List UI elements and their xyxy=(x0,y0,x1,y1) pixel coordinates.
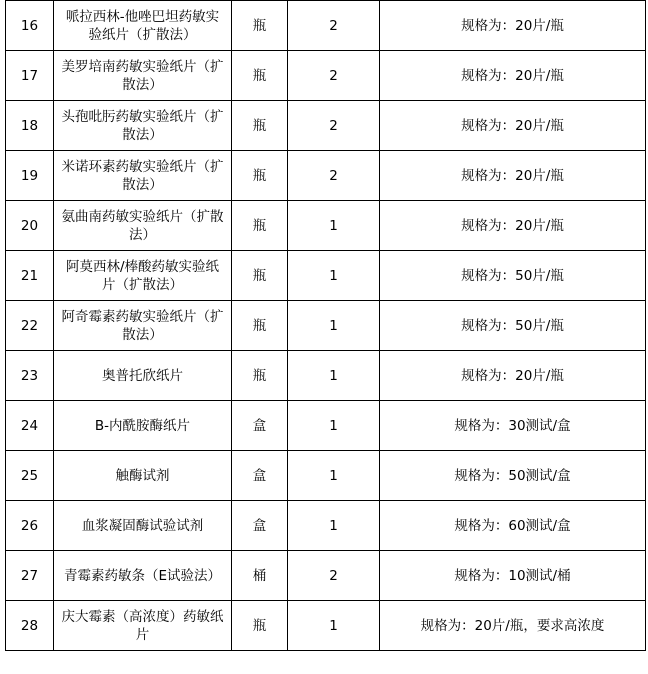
unit-cell: 瓶 xyxy=(232,351,288,401)
table-row xyxy=(6,251,646,301)
specification-cell: 规格为：60测试/盒 xyxy=(380,501,646,551)
item-name-cell xyxy=(54,551,232,601)
item-name-cell xyxy=(54,201,232,251)
row-number: 16 xyxy=(6,1,54,51)
item-name: B-内酰胺酶纸片 xyxy=(94,417,191,434)
row-number: 20 xyxy=(6,201,54,251)
item-name: 血浆凝固酶试验试剂 xyxy=(81,517,204,534)
item-name-cell xyxy=(54,101,232,151)
table-row xyxy=(6,551,646,601)
table-row xyxy=(6,51,646,101)
item-name-cell xyxy=(54,501,232,551)
table-row xyxy=(6,351,646,401)
row-number: 17 xyxy=(6,51,54,101)
row-number: 25 xyxy=(6,451,54,501)
item-name: 氨曲南药敏实验纸片（扩散法） xyxy=(61,208,224,243)
item-name-cell xyxy=(54,351,232,401)
table-row xyxy=(6,1,646,51)
item-name-cell xyxy=(54,451,232,501)
specification-cell: 规格为：50片/瓶 xyxy=(380,251,646,301)
row-number: 23 xyxy=(6,351,54,401)
row-number: 28 xyxy=(6,601,54,651)
quantity-cell: 1 xyxy=(288,251,380,301)
quantity-cell: 1 xyxy=(288,601,380,651)
item-name-cell xyxy=(54,1,232,51)
item-name: 哌拉西林-他唑巴坦药敏实验纸片（扩散法） xyxy=(65,8,220,43)
item-name: 庆大霉素（高浓度）药敏纸片 xyxy=(61,608,224,643)
unit-cell: 瓶 xyxy=(232,201,288,251)
row-number: 27 xyxy=(6,551,54,601)
unit-cell: 瓶 xyxy=(232,251,288,301)
quantity-cell: 1 xyxy=(288,451,380,501)
item-name-cell xyxy=(54,601,232,651)
table-row xyxy=(6,401,646,451)
specification-cell: 规格为：20片/瓶 xyxy=(380,101,646,151)
item-name-cell xyxy=(54,251,232,301)
specification-cell: 规格为：20片/瓶 xyxy=(380,201,646,251)
quantity-cell: 1 xyxy=(288,351,380,401)
table-row xyxy=(6,101,646,151)
specification-cell: 规格为：30测试/盒 xyxy=(380,401,646,451)
row-number: 26 xyxy=(6,501,54,551)
quantity-cell: 2 xyxy=(288,551,380,601)
quantity-cell: 1 xyxy=(288,301,380,351)
unit-cell: 盒 xyxy=(232,501,288,551)
item-name-cell xyxy=(54,401,232,451)
row-number: 19 xyxy=(6,151,54,201)
specification-cell: 规格为：20片/瓶 xyxy=(380,351,646,401)
item-name-cell xyxy=(54,301,232,351)
unit-cell: 瓶 xyxy=(232,1,288,51)
item-name-cell xyxy=(54,51,232,101)
row-number: 24 xyxy=(6,401,54,451)
specification-cell: 规格为：50片/瓶 xyxy=(380,301,646,351)
specification-cell: 规格为：20片/瓶，要求高浓度 xyxy=(380,601,646,651)
specification-cell: 规格为：20片/瓶 xyxy=(380,1,646,51)
unit-cell: 瓶 xyxy=(232,51,288,101)
specification-cell: 规格为：10测试/桶 xyxy=(380,551,646,601)
item-name: 米诺环素药敏实验纸片（扩散法） xyxy=(61,158,224,193)
item-name: 阿奇霉素药敏实验纸片（扩散法） xyxy=(61,308,224,343)
row-number: 18 xyxy=(6,101,54,151)
table-row xyxy=(6,201,646,251)
unit-cell: 瓶 xyxy=(232,601,288,651)
quantity-cell: 2 xyxy=(288,51,380,101)
reagent-table xyxy=(5,0,646,651)
specification-cell: 规格为：20片/瓶 xyxy=(380,151,646,201)
quantity-cell: 2 xyxy=(288,151,380,201)
quantity-cell: 1 xyxy=(288,501,380,551)
unit-cell: 盒 xyxy=(232,451,288,501)
table-row xyxy=(6,601,646,651)
unit-cell: 盒 xyxy=(232,401,288,451)
item-name-cell xyxy=(54,151,232,201)
unit-cell: 瓶 xyxy=(232,101,288,151)
item-name: 头孢吡肟药敏实验纸片（扩散法） xyxy=(61,108,224,143)
item-name: 奥普托欣纸片 xyxy=(102,367,183,384)
specification-cell: 规格为：20片/瓶 xyxy=(380,51,646,101)
reagent-table-body xyxy=(6,1,646,651)
table-row xyxy=(6,451,646,501)
unit-cell: 瓶 xyxy=(232,301,288,351)
item-name: 美罗培南药敏实验纸片（扩散法） xyxy=(61,58,224,93)
item-name: 阿莫西林/棒酸药敏实验纸片（扩散法） xyxy=(65,258,220,293)
specification-cell: 规格为：50测试/盒 xyxy=(380,451,646,501)
row-number: 22 xyxy=(6,301,54,351)
unit-cell: 桶 xyxy=(232,551,288,601)
quantity-cell: 1 xyxy=(288,401,380,451)
table-row xyxy=(6,151,646,201)
quantity-cell: 1 xyxy=(288,201,380,251)
item-name: 触酶试剂 xyxy=(115,467,170,484)
quantity-cell: 2 xyxy=(288,1,380,51)
unit-cell: 瓶 xyxy=(232,151,288,201)
item-name: 青霉素药敏条（E试验法） xyxy=(63,567,222,584)
quantity-cell: 2 xyxy=(288,101,380,151)
row-number: 21 xyxy=(6,251,54,301)
table-row xyxy=(6,301,646,351)
table-row xyxy=(6,501,646,551)
